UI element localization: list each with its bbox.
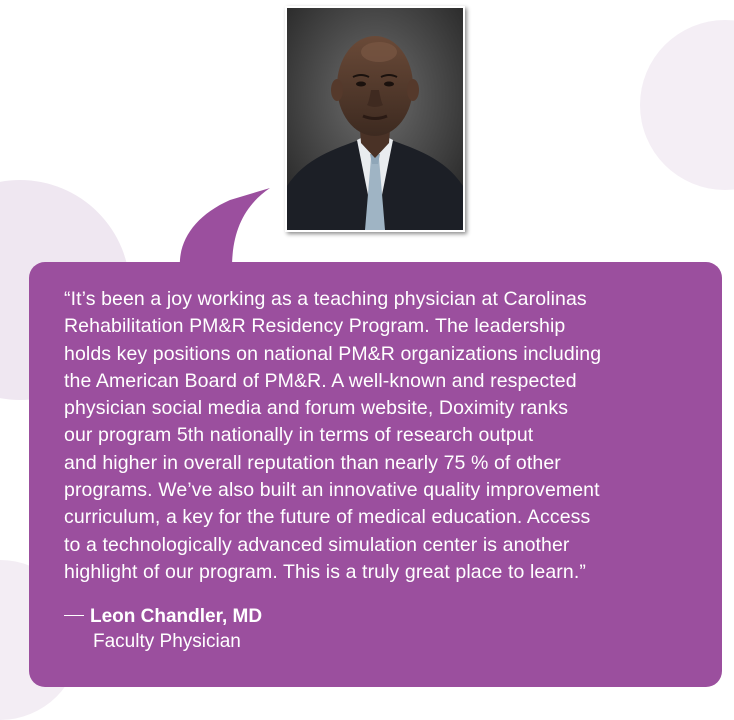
portrait-photo: [287, 8, 463, 230]
quote-line: and higher in overall reputation than nearly 75 % of other: [64, 451, 561, 474]
attribution: [64, 604, 692, 654]
author-name: Leon Chandler, MD: [90, 606, 263, 628]
quote-line: the American Board of PM&R. A well-known and respected: [64, 369, 577, 392]
background-circle: [640, 20, 734, 190]
quote-line: “It’s been a joy working as a teaching physician at Carolinas: [64, 288, 587, 310]
quote-line: programs. We’ve also built an innovative quality improvement: [64, 479, 600, 502]
quote-line: our program 5th nationally in terms of research output: [64, 424, 534, 447]
author-title: Faculty Physician: [93, 631, 241, 653]
quote-line: highlight of our program. This is a truly great place to learn.”: [64, 560, 586, 583]
quote-line: to a technologically advanced simulation center is another: [64, 533, 570, 556]
quote-line: physician social media and forum website, Doximity ranks: [64, 397, 569, 420]
em-dash: [64, 615, 84, 616]
testimonial-bubble: [29, 262, 722, 687]
testimonial-quote: [64, 286, 692, 586]
portrait-photo-frame: [285, 6, 465, 232]
quote-line: holds key positions on national PM&R organizations including: [64, 342, 602, 365]
quote-line: curriculum, a key for the future of medical education. Access: [64, 506, 591, 529]
quote-line: Rehabilitation PM&R Residency Program. The leadership: [64, 315, 566, 338]
